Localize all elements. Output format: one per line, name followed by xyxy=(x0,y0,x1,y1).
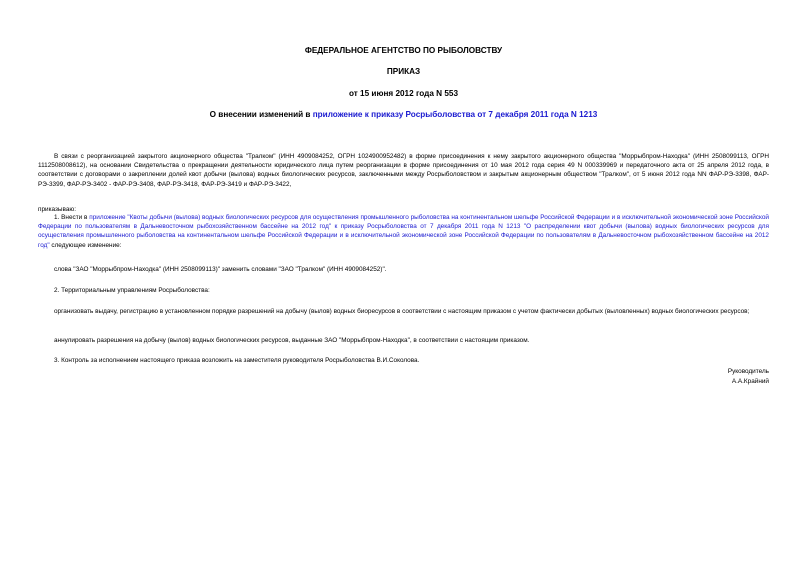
signature-name: А.А.Крайний xyxy=(731,378,769,385)
item1-prefix: 1. Внести в xyxy=(54,214,90,221)
item-2b: аннулировать разрешения на добычу (вылов) водных биологических ресурсов, выданные ЗАО "Моррыбпром-Находка", в соответствии с настоящим приказом. xyxy=(54,337,530,344)
item1-link[interactable]: приложение "Квоты добычи (вылова) водных биологических ресурсов для осуществления промышленного рыболовства на континентальном шельфе Российской Федерации и в исключительной экономической зоне Российской Федерации по пользователям в Дальневосточном рыбохозяйственном бассейне на 2012 год" к приказу Росрыболовства от 7 декабря 2011 года N 1213 "О распределении квот добычи (вылова) водных биологических ресурсов для осуществления промышленного рыболовства на континентальном шельфе Российской Федерации и в исключительной экономической зоне Российской Федерации по пользователям в Дальневосточном рыбохозяйственном бассейне на 2012 год" xyxy=(38,214,769,249)
doc-title xyxy=(0,110,807,119)
agency-heading: ФЕДЕРАЛЬНОЕ АГЕНТСТВО ПО РЫБОЛОВСТВУ xyxy=(304,46,503,55)
item-1 xyxy=(38,213,769,250)
replace-paragraph: слова "ЗАО "Моррыбпром-Находка" (ИНН 2508099113)" заменить словами "ЗАО "Тралком" (ИНН 4909084252)". xyxy=(54,266,387,273)
item1-suffix: следующее изменение: xyxy=(49,241,122,249)
doc-type-heading: ПРИКАЗ xyxy=(386,67,421,76)
order-word: приказываю: xyxy=(38,206,76,213)
signature-position: Руководитель xyxy=(727,368,769,375)
item-2: 2. Территориальным управлениям Росрыболовства: xyxy=(54,287,210,294)
intro-paragraph: В связи с реорганизацией закрытого акционерного общества "Тралком" (ИНН 4909084252, ОГРН 1024900952482) в форме присоединения к нему закрытого акционерного общества "Моррыбпром-Находка" (ИНН 2508099113, ОГРН 1112508008612), на основании Свидетельства о прекращении деятельности юридического лица путем реорганизации в форме присоединения от 10 мая 2012 года серия 49 N 000339969 и передаточного акта от 25 апреля 2012 года, в соответствии с договорами о закреплении долей квот добычи (вылова) водных биологических ресурсов, заключенными между Росрыболовством и закрытым акционерным обществом "Тралком", от 5 июня 2012 года NN ФАР-РЭ-3398, ФАР-РЭ-3399, ФАР-РЭ-3402 - ФАР-РЭ-3408, ФАР-РЭ-3418, ФАР-РЭ-3419 и ФАР-РЭ-3422, xyxy=(38,153,769,188)
date-number: от 15 июня 2012 года N 553 xyxy=(348,89,459,98)
item-2a: организовать выдачу, регистрацию в установленном порядке разрешений на добычу (вылов) водных биоресурсов в соответствии с настоящим приказом с учетом фактически добытых (выловленных) водных биологических ресурсов; xyxy=(54,308,750,315)
title-prefix: О внесении изменений в xyxy=(209,110,313,119)
title-link[interactable]: приложение к приказу Росрыболовства от 7 декабря 2011 года N 1213 xyxy=(312,110,598,119)
item-3: 3. Контроль за исполнением настоящего приказа возложить на заместителя руководителя Росрыболовства В.И.Соколова. xyxy=(54,357,420,364)
